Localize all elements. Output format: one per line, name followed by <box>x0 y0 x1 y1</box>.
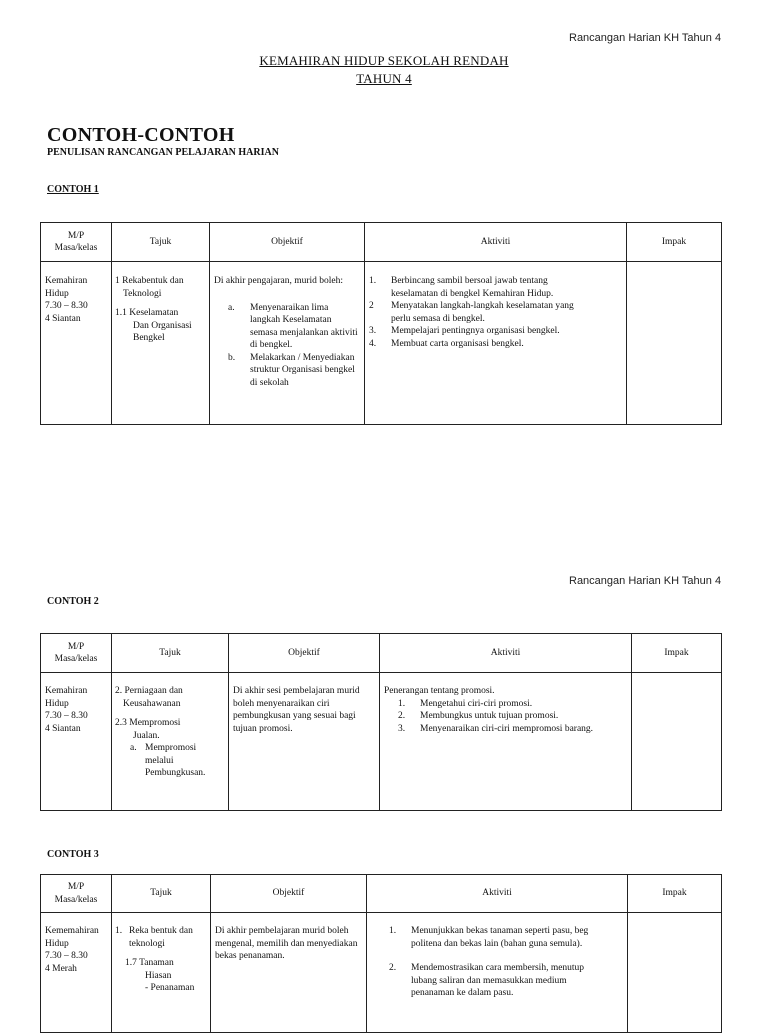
table-row <box>41 262 722 425</box>
col-header-aktiviti: Aktiviti <box>380 634 632 673</box>
impak-cell <box>628 913 722 1033</box>
mp-cell: Kemahiran Hidup 7.30 – 8.30 4 Siantan <box>41 262 112 425</box>
document-subtitle: TAHUN 4 <box>356 71 412 86</box>
table-row <box>41 673 722 811</box>
aktiviti-cell: 1. Menunjukkan bekas tanaman seperti pasu, beg politena dan bekas lain (bahan guna semula). 2. Mendemostrasikan cara membersih, menutup lubang saliran dan memasukkan medium penanaman ke dalam pasu. <box>367 913 628 1033</box>
col-header-mp: M/P Masa/kelas <box>41 634 112 673</box>
table-row <box>41 913 722 1033</box>
col-header-impak: Impak <box>632 634 722 673</box>
objektif-cell: Di akhir pengajaran, murid boleh: a. Menyenaraikan lima langkah Keselamatan semasa menjalankan aktiviti di bengkel. b. Melakarkan / Menyediakan struktur Organisasi bengkel di sekolah <box>210 262 365 425</box>
objektif-cell: Di akhir pembelajaran murid boleh mengenal, memilih dan menyediakan bekas penanaman. <box>211 913 367 1033</box>
col-header-objektif: Objektif <box>210 223 365 262</box>
contoh-2-label: CONTOH 2 <box>47 596 99 607</box>
impak-cell <box>627 262 722 425</box>
col-header-aktiviti: Aktiviti <box>365 223 627 262</box>
aktiviti-cell: Penerangan tentang promosi. 1. Mengetahui ciri-ciri promosi. 2. Membungkus untuk tujuan promosi. 3. Menyenaraikan ciri-ciri mempromosi barang. <box>380 673 632 811</box>
tajuk-cell: 2. Perniagaan dan Keusahawanan 2.3 Mempromosi Jualan. a. Mempromosi melalui Pembungkusan. <box>112 673 229 811</box>
col-header-tajuk: Tajuk <box>112 875 211 913</box>
col-header-mp: M/P Masa/kelas <box>41 875 112 913</box>
table-header-row <box>41 875 722 913</box>
impak-cell <box>632 673 722 811</box>
mp-cell: Kemahiran Hidup 7.30 – 8.30 4 Siantan <box>41 673 112 811</box>
col-header-impak: Impak <box>628 875 722 913</box>
col-header-objektif: Objektif <box>211 875 367 913</box>
document-title: KEMAHIRAN HIDUP SEKOLAH RENDAH <box>259 53 509 68</box>
table-header-row <box>41 223 722 262</box>
running-header-page-2: Rancangan Harian KH Tahun 4 <box>569 575 722 587</box>
aktiviti-cell: 1. Berbincang sambil bersoal jawab tentang keselamatan di bengkel Kemahiran Hidup. 2 Menyatakan langkah-langkah keselamatan yang perlu semasa di bengkel. 3. Mempelajari pentingnya organisasi bengkel. 4. Membuat carta organisasi bengkel. <box>365 262 627 425</box>
contoh-3-table <box>40 874 722 1033</box>
contoh-1-table <box>40 222 722 425</box>
col-header-tajuk: Tajuk <box>112 634 229 673</box>
col-header-tajuk: Tajuk <box>112 223 210 262</box>
mp-cell: Kememahiran Hidup 7.30 – 8.30 4 Merah <box>41 913 112 1033</box>
running-header: Rancangan Harian KH Tahun 4 <box>569 32 722 44</box>
contoh-1-label: CONTOH 1 <box>47 184 99 195</box>
col-header-objektif: Objektif <box>229 634 380 673</box>
objektif-cell: Di akhir sesi pembelajaran murid boleh menyenaraikan ciri pembungkusan yang sesuai bagi tujuan promosi. <box>229 673 380 811</box>
section-subheading: PENULISAN RANCANGAN PELAJARAN HARIAN <box>47 147 279 158</box>
tajuk-cell: 1. Reka bentuk dan teknologi 1.7 Tanaman Hiasan - Penanaman <box>112 913 211 1033</box>
table-header-row <box>41 634 722 673</box>
section-heading: CONTOH-CONTOH <box>47 124 235 146</box>
col-header-mp: M/P Masa/kelas <box>41 223 112 262</box>
col-header-impak: Impak <box>627 223 722 262</box>
contoh-2-table <box>40 633 722 811</box>
col-header-aktiviti: Aktiviti <box>367 875 628 913</box>
tajuk-cell: 1 Rekabentuk dan Teknologi 1.1 Keselamatan Dan Organisasi Bengkel <box>112 262 210 425</box>
contoh-3-label: CONTOH 3 <box>47 849 99 860</box>
